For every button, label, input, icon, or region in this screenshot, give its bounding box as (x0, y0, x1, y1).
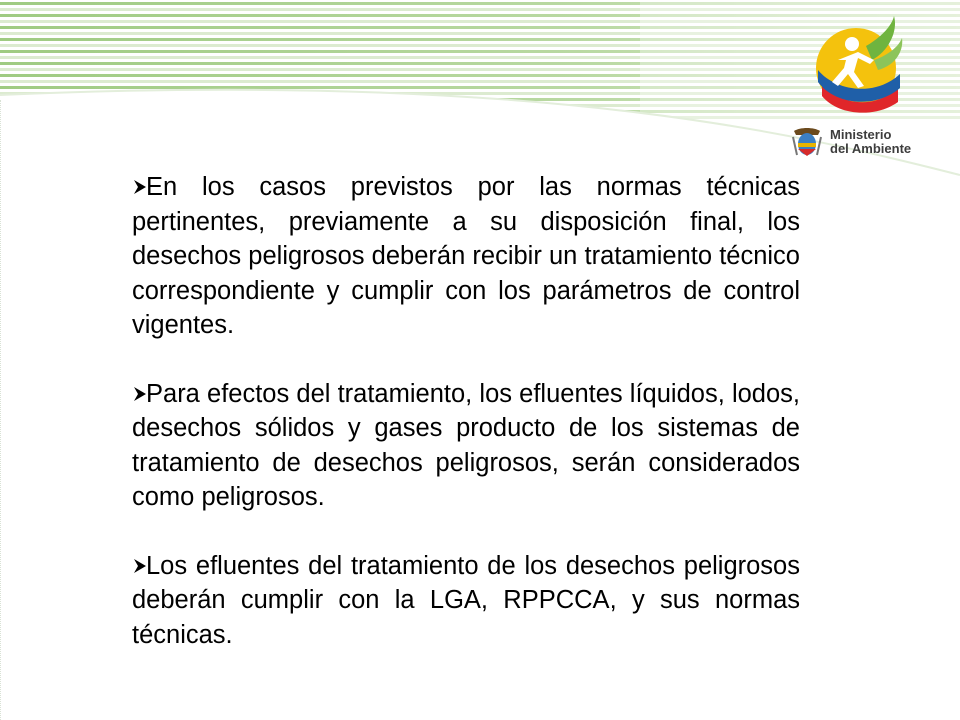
bullet-item (132, 549, 800, 653)
ministry-label (792, 120, 937, 164)
bullet-item (132, 170, 800, 343)
ecuador-crest-icon (792, 125, 822, 159)
bullet-text: Para efectos del tratamiento, los efluentes líquidos, lodos, desechos sólidos y gases producto de los sistemas de tratamiento de desechos peligrosos, serán considerados como peligrosos. (132, 379, 800, 511)
bullet-item (132, 377, 800, 515)
bullet-text: Los efluentes del tratamiento de los desechos peligrosos deberán cumplir con la LGA, RPPCCA, y sus normas técnicas. (132, 551, 800, 649)
bullet-list (132, 170, 800, 686)
ministry-name-line1: Ministerio (830, 127, 892, 142)
ministry-logo-icon (814, 16, 904, 116)
ministry-logo (780, 8, 940, 178)
left-edge-line (0, 100, 7, 720)
bullet-text: En los casos previstos por las normas técnicas pertinentes, previamente a su disposición final, los desechos peligrosos deberán recibir un tratamiento técnico correspondiente y cumplir con los parámetros de control vigentes. (132, 173, 800, 339)
ministry-name-line2: del Ambiente (830, 141, 912, 156)
